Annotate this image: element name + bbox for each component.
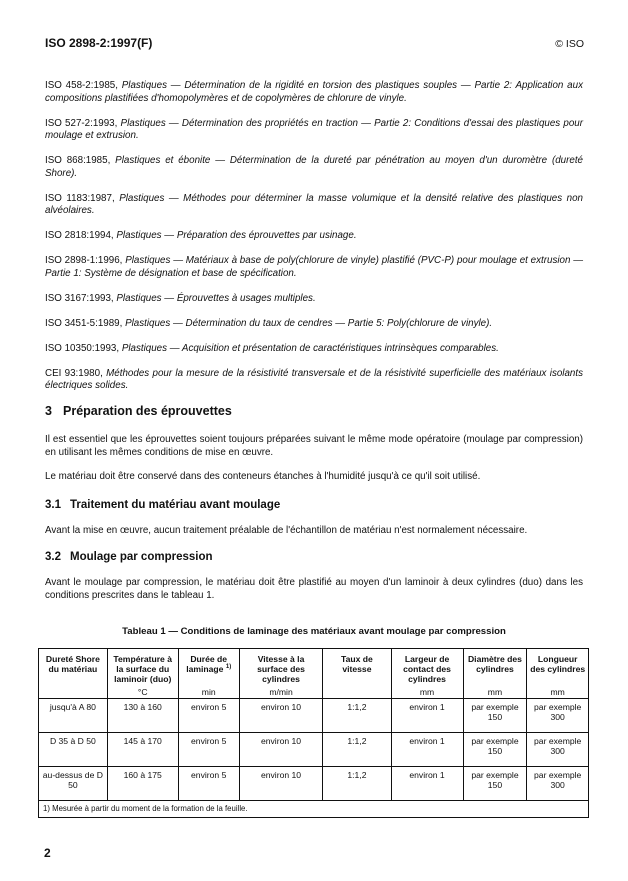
column-header: Diamètre des cylindres — [463, 649, 527, 687]
table-cell: par exemple 150 — [463, 767, 527, 801]
column-header: Dureté Shore du matériau — [39, 649, 108, 687]
unit-cell — [323, 686, 391, 699]
column-header: Largeur de contact des cylindres — [391, 649, 463, 687]
unit-cell: min — [178, 686, 239, 699]
column-header: Longueur des cylindres — [527, 649, 589, 687]
reference-item — [45, 155, 583, 180]
table-cell: par exemple 150 — [463, 733, 527, 767]
section-number: 3.2 — [45, 551, 61, 563]
table-row — [39, 733, 589, 767]
reference-title: Méthodes pour la mesure de la résistivité transversale et de la résistivité superficielle des matériaux isolants électriques solides. — [45, 367, 583, 392]
section-number: 3.1 — [45, 499, 61, 511]
table-cell: jusqu'à A 80 — [39, 699, 108, 733]
table-cell: D 35 à D 50 — [39, 733, 108, 767]
page-number: 2 — [44, 846, 51, 860]
reference-item — [45, 118, 583, 143]
reference-code: CEI 93:1980, — [45, 367, 103, 379]
reference-title: Plastiques — Matériaux à base de poly(chlorure de vinyle) plastifié (PVC-P) pour moulage et extrusion — Partie 1: Système de désignation et base de spécification. — [45, 255, 583, 279]
column-header-label: Durée de laminage — [186, 654, 228, 674]
unit-cell: mm — [463, 686, 527, 699]
table-header-row — [39, 649, 589, 687]
table-footnote-row — [39, 801, 589, 818]
table-cell: environ 1 — [391, 767, 463, 801]
reference-title: Plastiques — Détermination du taux de cendres — Partie 5: Poly(chlorure de vinyle). — [125, 317, 493, 329]
section-3-heading — [45, 404, 232, 418]
table-row — [39, 767, 589, 801]
unit-cell: mm — [391, 686, 463, 699]
reference-code: ISO 1183:1987, — [45, 192, 115, 204]
document-id: ISO 2898-2:1997(F) — [45, 36, 153, 50]
section-title: Préparation des éprouvettes — [63, 404, 232, 418]
reference-item — [45, 293, 583, 306]
section-title: Traitement du matériau avant moulage — [70, 499, 281, 511]
table-cell: 130 à 160 — [107, 699, 178, 733]
reference-title: Plastiques — Détermination des propriétés en traction — Partie 2: Conditions d'essai des plastiques pour moulage et extrusion. — [45, 117, 583, 142]
unit-cell: °C — [107, 686, 178, 699]
table-cell: environ 1 — [391, 733, 463, 767]
table-caption: Tableau 1 — Conditions de laminage des matériaux avant moulage par compression — [122, 626, 506, 637]
reference-title: Plastiques — Détermination de la rigidité en torsion des plastiques souples — Partie 2: Application aux compositions plastifiées d'homopolymères et de copolymères de chlorure de vinyle. — [45, 80, 583, 104]
reference-code: ISO 10350:1993, — [45, 342, 120, 354]
reference-code: ISO 458-2:1985, — [45, 80, 118, 91]
reference-title: Plastiques — Méthodes pour déterminer la masse volumique et la densité relative des plastiques non alvéolaires. — [45, 192, 583, 217]
reference-item — [45, 193, 583, 218]
reference-list — [45, 80, 583, 405]
column-header: Vitesse à la surface des cylindres — [239, 649, 323, 687]
reference-title: Plastiques et ébonite — Détermination de la dureté par pénétration au moyen d'un duromètre (dureté Shore). — [45, 155, 583, 179]
reference-code: ISO 3451-5:1989, — [45, 317, 123, 329]
section-3-2-paragraph: Avant le moulage par compression, le matériau doit être plastifié au moyen d'un laminoir à deux cylindres (duo) dans les conditions prescrites dans le tableau 1. — [45, 577, 583, 601]
table-units-row — [39, 686, 589, 699]
table-cell: par exemple 300 — [527, 699, 589, 733]
section-3-2-heading — [45, 551, 213, 563]
table-cell: 145 à 170 — [107, 733, 178, 767]
section-3-paragraph-2: Le matériau doit être conservé dans des conteneurs étanches à l'humidité jusqu'à ce qu'il soit utilisé. — [45, 471, 481, 482]
lamination-conditions-table — [38, 648, 589, 818]
table-cell: environ 5 — [178, 733, 239, 767]
table-cell: 1:1,2 — [323, 699, 391, 733]
reference-code: ISO 3167:1993, — [45, 292, 114, 304]
reference-title: Plastiques — Préparation des éprouvettes par usinage. — [116, 230, 357, 242]
table-cell: environ 10 — [239, 733, 323, 767]
reference-code: ISO 527-2:1993, — [45, 117, 118, 129]
table-cell: par exemple 150 — [463, 699, 527, 733]
table-cell: environ 10 — [239, 699, 323, 733]
table-cell: environ 1 — [391, 699, 463, 733]
reference-title: Plastiques — Acquisition et présentation de caractéristiques intrinsèques comparables. — [121, 342, 499, 354]
section-3-1-paragraph: Avant la mise en œuvre, aucun traitement préalable de l'échantillon de matériau n'est normalement nécessaire. — [45, 525, 528, 536]
reference-item — [45, 230, 583, 243]
section-3-paragraph-1: Il est essentiel que les éprouvettes soient toujours préparées suivant le même mode opératoire (moulage par compression) en utilisant les mêmes conditions de mise en œuvre. — [45, 434, 583, 458]
copyright-notice: © ISO — [555, 38, 584, 50]
column-header: Température à la surface du laminoir (duo) — [107, 649, 178, 687]
table-row — [39, 699, 589, 733]
unit-cell: mm — [527, 686, 589, 699]
table-cell: par exemple 300 — [527, 733, 589, 767]
table-cell: 1:1,2 — [323, 767, 391, 801]
table-cell: par exemple 300 — [527, 767, 589, 801]
table-cell: environ 5 — [178, 699, 239, 733]
reference-item — [45, 255, 583, 280]
table-cell: 160 à 175 — [107, 767, 178, 801]
reference-title: Plastiques — Éprouvettes à usages multiples. — [116, 292, 316, 304]
table-cell: au-dessus de D 50 — [39, 767, 108, 801]
section-3-1-heading — [45, 499, 280, 511]
table-cell: environ 5 — [178, 767, 239, 801]
column-header: Taux de vitesse — [323, 649, 391, 687]
table-cell: environ 10 — [239, 767, 323, 801]
table-cell: 1:1,2 — [323, 733, 391, 767]
section-title: Moulage par compression — [70, 551, 213, 563]
column-header — [178, 649, 239, 687]
reference-item — [45, 318, 583, 331]
table-footnote: 1) Mesurée à partir du moment de la formation de la feuille. — [39, 801, 589, 818]
reference-code: ISO 2818:1994, — [45, 230, 114, 242]
footnote-marker: 1) — [225, 664, 232, 671]
unit-cell: m/min — [239, 686, 323, 699]
reference-item — [45, 80, 583, 105]
section-number: 3 — [45, 404, 52, 418]
reference-code: ISO 868:1985, — [45, 155, 111, 167]
reference-item — [45, 368, 583, 393]
reference-item — [45, 343, 583, 356]
unit-cell — [39, 686, 108, 699]
reference-code: ISO 2898-1:1996, — [45, 255, 123, 267]
